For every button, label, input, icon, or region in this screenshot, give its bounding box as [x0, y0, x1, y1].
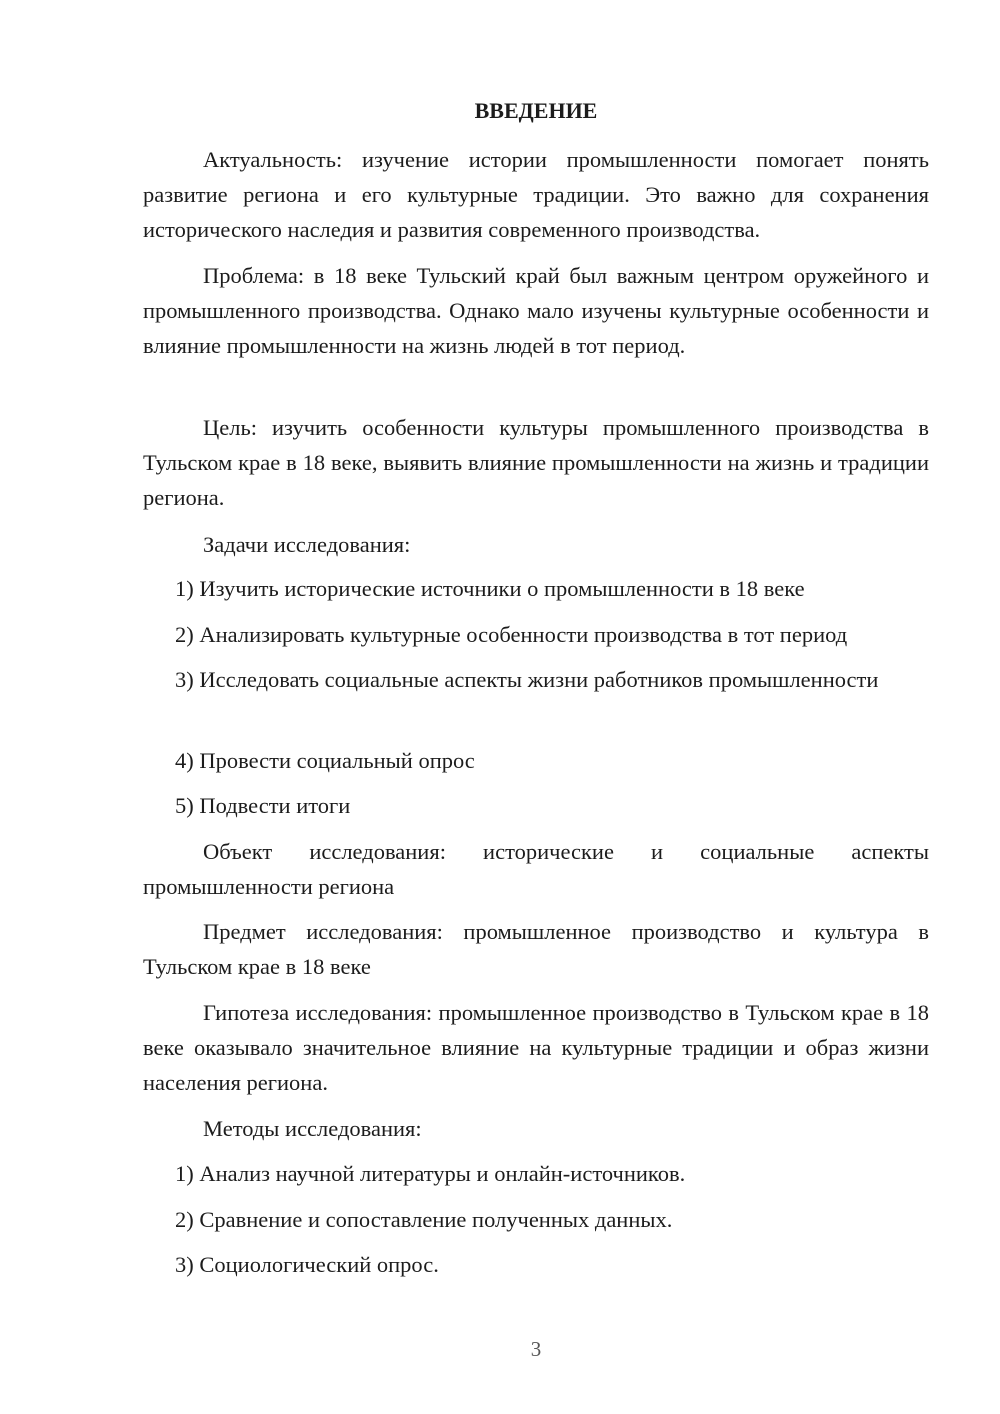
paragraph-methods-heading: Методы исследования:: [203, 1116, 422, 1141]
paragraph-problem: Проблема: в 18 веке Тульский край был важным центром оружейного и промышленного производства. Однако мало изучены культурные особенности и влияние промышленности на жизнь людей в тот период.: [143, 263, 929, 359]
paragraph-object: Объект исследования: исторические и социальные аспекты промышленности региона: [143, 839, 929, 900]
page-number: 3: [530, 1337, 542, 1361]
list-item-method-2: 2) Сравнение и сопоставление полученных данных.: [175, 1207, 673, 1232]
paragraph-subject: Предмет исследования: промышленное производство и культура в Тульском крае в 18 веке: [143, 919, 929, 980]
list-item-task-1: 1) Изучить исторические источники о промышленности в 18 веке: [175, 576, 805, 601]
paragraph-tasks-heading: Задачи исследования:: [203, 532, 411, 557]
list-item-method-1: 1) Анализ научной литературы и онлайн-источников.: [175, 1161, 686, 1186]
list-item-task-3: 3) Исследовать социальные аспекты жизни работников промышленности: [175, 667, 879, 692]
page-title: ВВЕДЕНИЕ: [474, 98, 598, 123]
list-item-method-3: 3) Социологический опрос.: [175, 1252, 439, 1277]
list-item-task-2: 2) Анализировать культурные особенности производства в тот период: [175, 622, 848, 647]
paragraph-goal: Цель: изучить особенности культуры промышленного производства в Тульском крае в 18 веке, выявить влияние промышленности на жизнь и традиции региона.: [143, 415, 929, 511]
paragraph-relevance: Актуальность: изучение истории промышленности помогает понять развитие региона и его культурные традиции. Это важно для сохранения исторического наследия и развития современного производства.: [143, 147, 929, 243]
list-item-task-4: 4) Провести социальный опрос: [175, 748, 475, 773]
list-item-task-5: 5) Подвести итоги: [175, 793, 351, 818]
paragraph-hypothesis: Гипотеза исследования: промышленное производство в Тульском крае в 18 веке оказывало значительное влияние на культурные традиции и образ жизни населения региона.: [143, 1000, 929, 1096]
